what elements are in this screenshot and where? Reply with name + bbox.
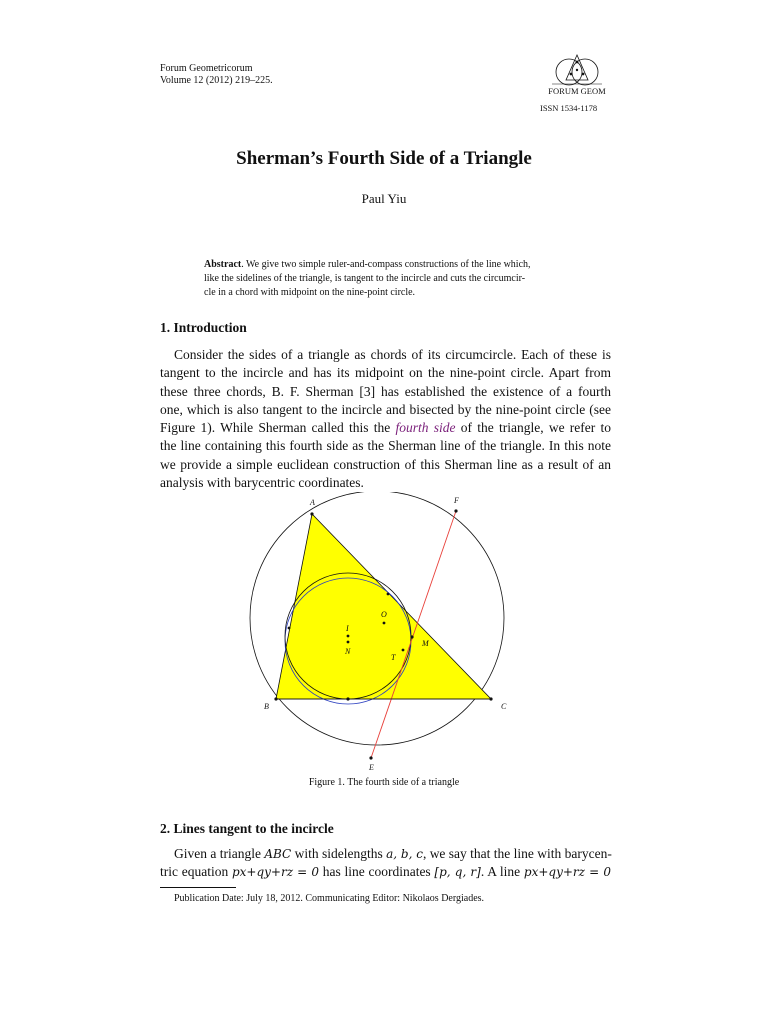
text-line: tangent to the incircle and has its midpoint on the nine-point circle. Apart from bbox=[160, 365, 611, 381]
point-m bbox=[410, 635, 413, 638]
abstract-line: . We give two simple ruler-and-compass constructions of the line which, bbox=[241, 259, 531, 270]
point-i bbox=[347, 635, 350, 638]
section-introduction-text bbox=[160, 346, 611, 492]
paper-author: Paul Yiu bbox=[361, 191, 407, 206]
abstract bbox=[204, 258, 570, 300]
point-c bbox=[489, 697, 492, 700]
section-lines-tangent-text bbox=[160, 845, 611, 882]
text-line: Given a triangle ABC with sidelengths a, b, c, we say that the line with barycen- bbox=[174, 846, 612, 861]
forum-geom-logo-icon bbox=[547, 50, 607, 88]
issn: ISSN 1534-1178 bbox=[540, 103, 598, 113]
label-m: M bbox=[422, 639, 429, 648]
footnote-rule bbox=[160, 887, 236, 888]
text-line: the line containing this fourth side as the Sherman line of the triangle. In this note bbox=[160, 438, 611, 454]
text-line: analysis with barycentric coordinates. bbox=[160, 475, 364, 491]
text-line: Figure 1). While Sherman called this the fourth side of the triangle, we refer to bbox=[160, 420, 612, 436]
label-a: A bbox=[310, 498, 315, 507]
journal-logo bbox=[532, 50, 622, 96]
point-n bbox=[347, 641, 350, 644]
fourth-side-link[interactable]: fourth side bbox=[395, 420, 456, 436]
section-heading-lines-tangent: 2. Lines tangent to the incircle bbox=[160, 821, 334, 836]
point-o bbox=[383, 622, 386, 625]
point-tangency-ab bbox=[288, 627, 291, 630]
label-f: F bbox=[454, 496, 459, 505]
text-line: one, which is also tangent to the incircle and bisected by the nine-point circle (see bbox=[160, 401, 611, 417]
paper-title: Sherman’s Fourth Side of a Triangle bbox=[236, 148, 532, 169]
label-c: C bbox=[501, 702, 507, 711]
abstract-line: cle in a chord with midpoint on the nine-point circle. bbox=[204, 287, 416, 298]
abstract-label: Abstract bbox=[204, 259, 242, 270]
text-line: Consider the sides of a triangle as chords of its circumcircle. Each of these is bbox=[174, 347, 611, 362]
figure-caption: Figure 1. The fourth side of a triangle bbox=[308, 777, 460, 788]
point-a bbox=[310, 512, 313, 515]
label-i: I bbox=[346, 624, 349, 633]
text-line: we provide a simple euclidean construction of this Sherman line as a result of an bbox=[160, 456, 611, 472]
label-n: N bbox=[345, 647, 351, 656]
point-f bbox=[454, 509, 457, 512]
point-e bbox=[369, 756, 372, 759]
journal-info bbox=[160, 63, 273, 87]
label-e: E bbox=[369, 763, 374, 772]
point-t bbox=[402, 649, 405, 652]
logo-text: FORUM GEOM bbox=[548, 86, 606, 96]
journal-volume: Volume 12 (2012) 219–225. bbox=[160, 75, 273, 86]
point-tangency-ac bbox=[387, 593, 390, 596]
label-t: T bbox=[391, 653, 396, 662]
point-tangency-bc bbox=[346, 697, 349, 700]
label-b: B bbox=[264, 702, 269, 711]
figure-1-diagram bbox=[240, 492, 540, 772]
section-heading-introduction: 1. Introduction bbox=[160, 320, 247, 335]
footnote: Publication Date: July 18, 2012. Communicating Editor: Nikolaos Dergiades. bbox=[174, 893, 485, 904]
label-o: O bbox=[381, 610, 387, 619]
text-line: these three chords, B. F. Sherman [3] has established the existence of a fourth bbox=[160, 383, 611, 399]
abstract-line: like the sidelines of the triangle, is tangent to the incircle and cuts the circumcir- bbox=[204, 273, 526, 284]
triangle-abc bbox=[276, 514, 491, 699]
point-b bbox=[274, 697, 277, 700]
text-line: tric equation px+qy+rz = 0 has line coordinates [p, q, r]. A line px+qy+rz = 0 bbox=[160, 864, 612, 880]
journal-name: Forum Geometricorum bbox=[160, 63, 253, 74]
